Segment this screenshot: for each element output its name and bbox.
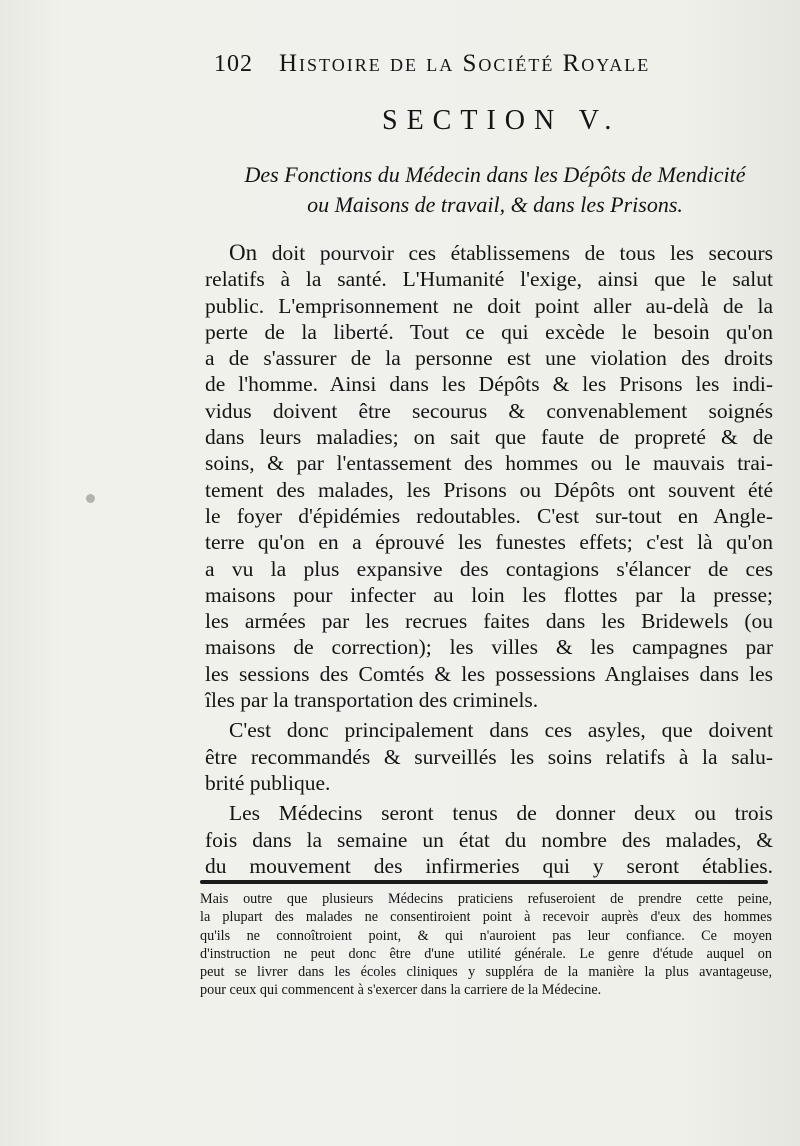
page-header (214, 50, 734, 78)
subtitle-line: Des Fonctions du Médecin dans les Dépôts de Mendicité (244, 162, 746, 187)
footnote-rule (200, 880, 768, 884)
paragraph-3 (205, 800, 773, 879)
section-subtitle (200, 160, 790, 220)
text-line: de l'homme. Ainsi dans les Dépôts & les Prisons les indi- (205, 372, 773, 397)
text-line: terre qu'on en a éprouvé les funestes effets; c'est là qu'on (205, 530, 773, 555)
text-line: maisons de correction); les villes & les campagnes par (205, 635, 773, 660)
text-line: a de s'assurer de la personne est une violation des droits (205, 346, 773, 371)
dropcap: On (229, 240, 258, 265)
text-line: On doit pourvoir ces établissemens de tous les secours (229, 240, 773, 265)
text-line: îles par la transportation des criminels. (205, 688, 539, 713)
running-title: Histoire de la Société Royale (279, 50, 651, 77)
subtitle-line: ou Maisons de travail, & dans les Prisons. (307, 192, 683, 217)
paragraph-2 (205, 717, 773, 796)
text-line: dans leurs maladies; on sait que faute de propreté & de (205, 425, 773, 450)
paper-spot (86, 494, 95, 503)
text-line: les sessions des Comtés & les possessions Anglaises dans les (205, 661, 773, 686)
text-line: Les Médecins seront tenus de donner deux ou trois (229, 801, 773, 826)
text-line: a vu la plus expansive des contagions s'élancer de ces (205, 556, 773, 581)
text-line: du mouvement des infirmeries qui y seront établies. (205, 853, 773, 878)
text-line: être recommandés & surveillés les soins relatifs à la salu- (205, 744, 773, 769)
footnote-line: d'instruction ne peut donc être d'une utilité générale. Le genre d'étude auquel on (200, 945, 772, 962)
footnote-line: qu'ils ne connoîtroient point, & qui n'auroient pas leur confiance. Ce moyen (200, 927, 772, 944)
text-line: vidus doivent être secourus & convenablement soignés (205, 398, 773, 423)
text-line: tement des malades, les Prisons ou Dépôts ont souvent été (205, 477, 773, 502)
text-line: soins, & par l'entassement des hommes ou le mauvais trai- (205, 451, 773, 476)
text-line: relatifs à la santé. L'Humanité l'exige, ainsi que le salut (205, 267, 773, 292)
text-line: brité publique. (205, 770, 331, 795)
text-line: C'est donc principalement dans ces asyles, que doivent (229, 718, 773, 743)
text-line: les armées par les recrues faites dans les Bridewels (ou (205, 609, 773, 634)
text-line: le foyer d'épidémies redoutables. C'est sur-tout en Angle- (205, 503, 773, 528)
footnote (200, 890, 772, 1000)
page-number: 102 (214, 51, 253, 77)
paragraph-1 (205, 240, 773, 713)
footnote-line: Mais outre que plusieurs Médecins praticiens refuseroient de prendre cette peine, (200, 891, 772, 907)
section-title: SECTION V. (382, 105, 621, 136)
body-text (205, 240, 773, 879)
text-line: public. L'emprisonnement ne doit point aller au-delà de la (205, 293, 773, 318)
footnote-line: la plupart des malades ne consentiroient point à recevoir auprès d'eux des hommes (200, 909, 772, 926)
text-line: perte de la liberté. Tout ce qui excède le besoin qu'on (205, 319, 773, 344)
text-line: fois dans la semaine un état du nombre des malades, & (205, 827, 773, 852)
text-line: maisons pour infecter au loin les flottes par la presse; (205, 582, 773, 607)
footnote-line: peut se livrer dans les écoles cliniques y suppléra de la manière la plus avantageuse, (200, 964, 772, 981)
footnote-line: pour ceux qui commencent à s'exercer dans la carriere de la Médecine. (200, 982, 602, 999)
